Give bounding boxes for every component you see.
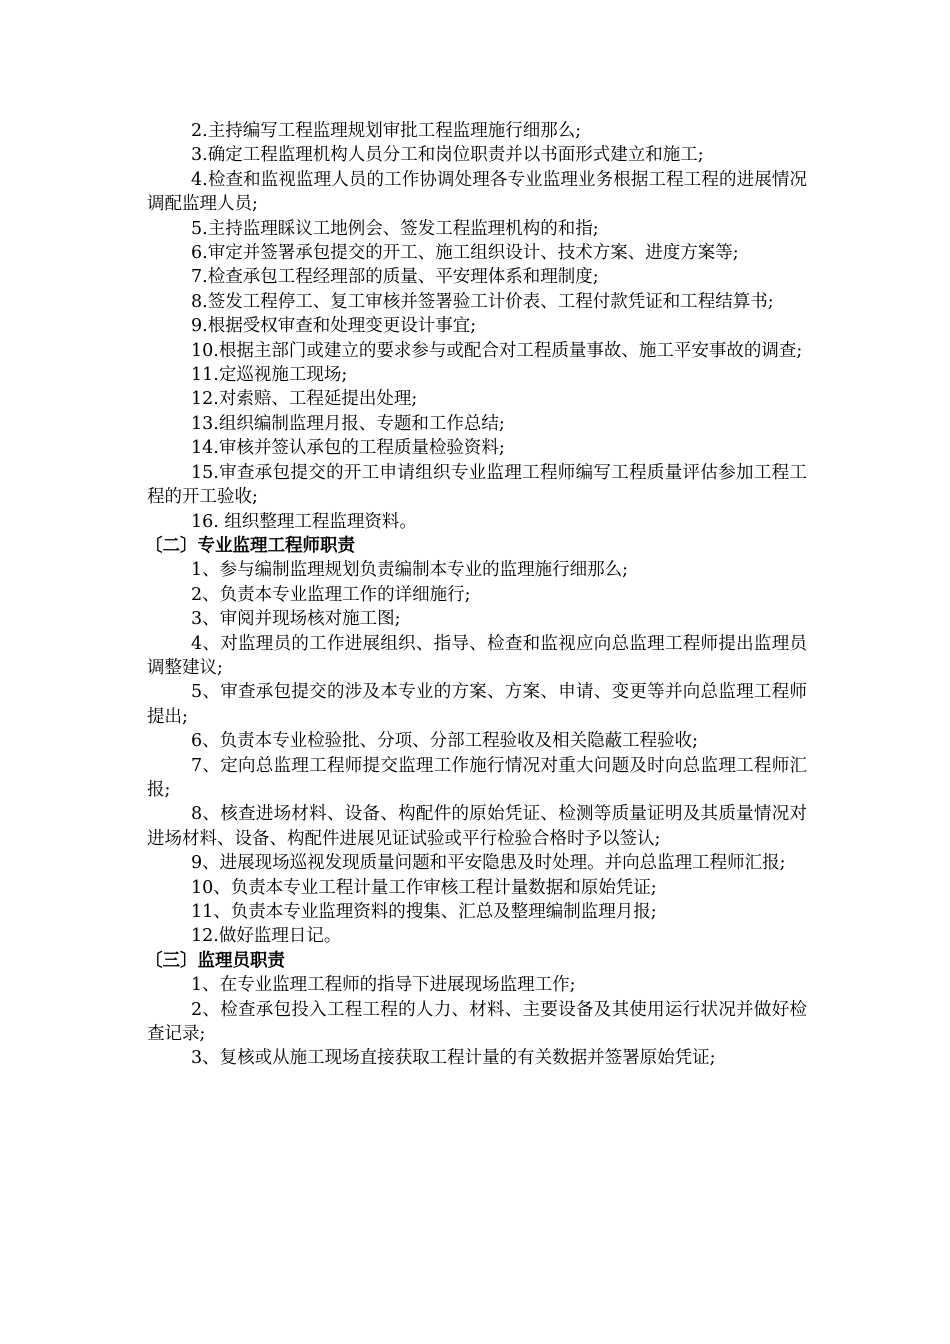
list-item: 7.检查承包工程经理部的质量、平安理体系和理制度; — [191, 267, 599, 288]
list-item: 12.做好监理日记。 — [191, 926, 342, 947]
list-item: 16. 组织整理工程监理资料。 — [191, 511, 417, 532]
list-item: 8.签发工程停工、复工审核并签署验工计价表、工程付款凭证和工程结算书; — [191, 291, 774, 312]
list-item: 3.确定工程监理机构人员分工和岗位职责并以书面形式建立和施工; — [191, 145, 704, 166]
list-item: 14.审核并签认承包的工程质量检验资料; — [191, 438, 505, 459]
list-item: 1、参与编制监理规划负责编制本专业的监理施行细那么; — [191, 560, 629, 581]
list-item: 6.审定并签署承包提交的开工、施工组织设计、技术方案、进度方案等; — [191, 243, 739, 264]
list-item: 11.定巡视施工现场; — [191, 365, 348, 386]
list-item: 8、核查进场材料、设备、构配件的原始凭证、检测等质量证明及其质量情况对进场材料、设备、构配件进展见证试验或平行检验合格时予以签认; — [147, 804, 807, 849]
specialist-engineer-duties-list — [147, 558, 807, 949]
list-item: 12.对索赔、工程延提出处理; — [191, 389, 418, 410]
list-item: 13.组织编制监理月报、专题和工作总结; — [191, 413, 505, 434]
list-item: 4.检查和监视监理人员的工作协调处理各专业监理业务根据工程工程的进展情况调配监理人员; — [147, 169, 807, 215]
list-item: 1、在专业监理工程师的指导下进展现场监理工作; — [191, 975, 576, 996]
list-item: 10、负责本专业工程计量工作审核工程计量数据和原始凭证; — [191, 877, 657, 898]
section-heading-supervisor: 〔三〕监理员职责 — [145, 950, 285, 971]
list-item: 11、负责本专业监理资料的搜集、汇总及整理编制监理月报; — [191, 902, 657, 922]
list-item: 9.根据受权审查和处理变更设计事宜; — [191, 316, 477, 337]
list-item: 5.主持监理睬议工地例会、签发工程监理机构的和指; — [191, 218, 599, 239]
list-item: 7、定向总监理工程师提交监理工作施行情况对重大问题及时向总监理工程师汇报; — [147, 755, 807, 800]
document-body — [147, 119, 807, 1071]
list-item: 5、审查承包提交的涉及本专业的方案、方案、申请、变更等并向总监理工程师提出; — [147, 682, 807, 727]
section-heading-specialist-engineer: 〔二〕专业监理工程师职责 — [145, 535, 355, 556]
list-item: 2、负责本专业监理工作的详细施行; — [191, 584, 471, 605]
list-item: 6、负责本专业检验批、分项、分部工程验收及相关隐蔽工程验收; — [191, 731, 699, 752]
list-item: 10.根据主部门或建立的要求参与或配合对工程质量事故、施工平安事故的调查; — [191, 340, 803, 361]
supervisor-duties-list — [147, 973, 807, 1071]
list-item: 4、对监理员的工作进展组织、指导、检查和监视应向总监理工程师提出监理员调整建议; — [147, 633, 807, 678]
list-item: 9、进展现场巡视发现质量问题和平安隐患及时处理。并向总监理工程师汇报; — [191, 853, 786, 874]
list-item: 15.审查承包提交的开工申请组织专业监理工程师编写工程质量评估参加工程工程的开工验收; — [147, 462, 807, 508]
list-item: 3、审阅并现场核对施工图; — [191, 609, 401, 630]
list-item: 2.主持编写工程监理规划审批工程监理施行细那么; — [191, 121, 582, 141]
chief-engineer-duties-list — [147, 119, 807, 534]
list-item: 3、复核或从施工现场直接获取工程计量的有关数据并签署原始凭证; — [191, 1048, 716, 1069]
list-item: 2、检查承包投入工程工程的人力、材料、主要设备及其使用运行状况并做好检查记录; — [147, 999, 807, 1045]
